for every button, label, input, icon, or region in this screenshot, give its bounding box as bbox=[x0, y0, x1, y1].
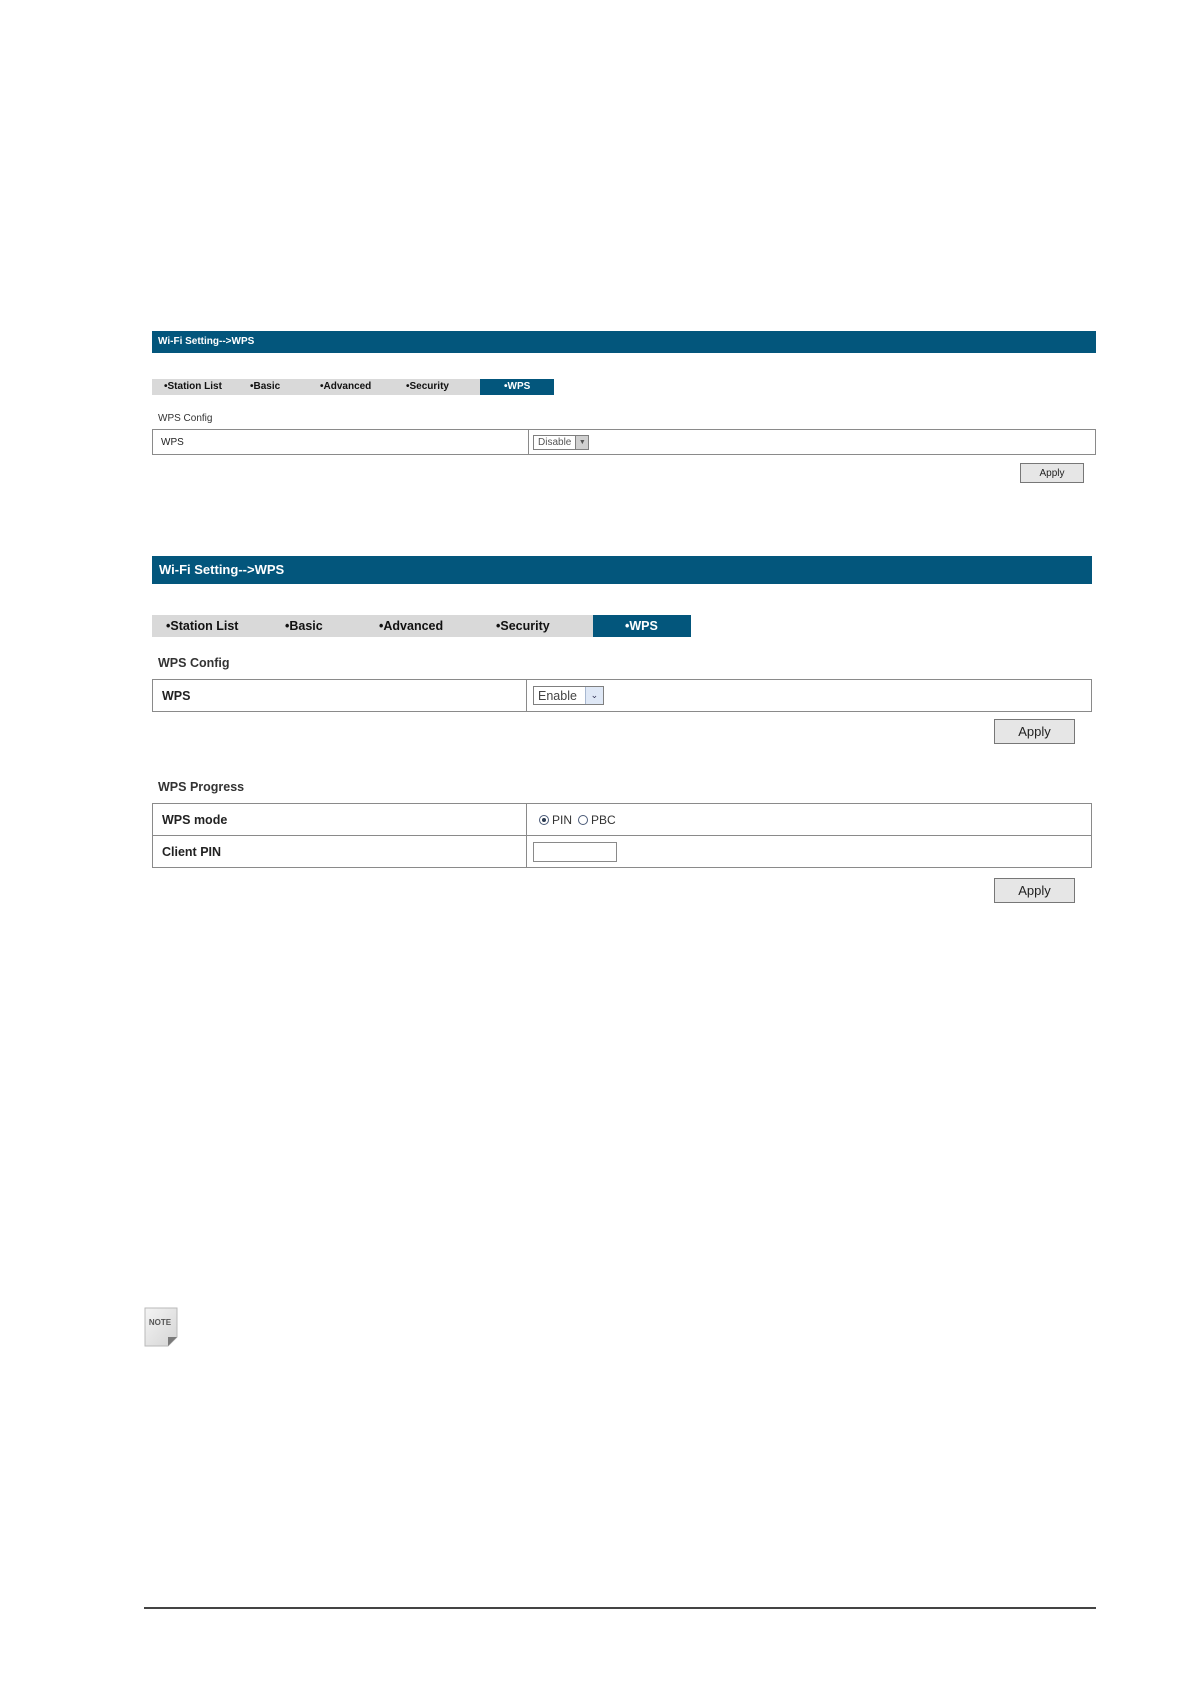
wps-select-value: Disable bbox=[538, 436, 572, 448]
wps-config-table bbox=[152, 429, 1096, 455]
tab-security[interactable]: •Security bbox=[482, 615, 593, 637]
wps-progress-table bbox=[152, 803, 1092, 868]
tab-advanced[interactable]: •Advanced bbox=[308, 379, 394, 395]
page-title: Wi-Fi Setting-->WPS bbox=[152, 556, 1092, 584]
pin-radio[interactable] bbox=[539, 815, 549, 825]
wps-select[interactable] bbox=[533, 435, 589, 450]
tab-basic[interactable]: •Basic bbox=[271, 615, 365, 637]
tab-security[interactable]: •Security bbox=[394, 379, 480, 395]
chevron-down-icon: ⌄ bbox=[585, 687, 603, 704]
wps-select[interactable] bbox=[533, 686, 604, 705]
apply-button[interactable]: Apply bbox=[994, 719, 1075, 744]
table-row bbox=[153, 680, 1092, 712]
footer-divider bbox=[144, 1607, 1096, 1609]
wps-config-table bbox=[152, 679, 1092, 712]
tab-security-advanced[interactable]: •Advanced bbox=[365, 615, 482, 637]
wps-label: WPS bbox=[153, 430, 529, 455]
wps-mode-label: WPS mode bbox=[153, 804, 527, 836]
table-row bbox=[153, 804, 1092, 836]
apply-button-progress[interactable]: Apply bbox=[994, 878, 1075, 903]
apply-button[interactable]: Apply bbox=[1020, 463, 1084, 483]
chevron-down-icon: ▼ bbox=[575, 436, 588, 449]
wps-panel-enabled bbox=[152, 556, 1092, 906]
section-label-wps-config: WPS Config bbox=[158, 413, 213, 424]
client-pin-input[interactable] bbox=[533, 842, 617, 862]
tab-basic[interactable]: •Basic bbox=[238, 379, 308, 395]
client-pin-label: Client PIN bbox=[153, 836, 527, 868]
tab-station-list[interactable]: •Station List bbox=[152, 379, 238, 395]
section-label-wps-progress: WPS Progress bbox=[158, 780, 245, 794]
wps-mode-cell bbox=[527, 804, 1092, 836]
wps-select-value: Enable bbox=[538, 688, 577, 703]
table-row bbox=[153, 430, 1096, 455]
wps-label: WPS bbox=[153, 680, 527, 712]
wps-value-cell bbox=[529, 430, 1096, 455]
pbc-radio[interactable] bbox=[578, 815, 588, 825]
wps-panel-disabled bbox=[152, 331, 1096, 491]
client-pin-cell bbox=[527, 836, 1092, 868]
page-title: Wi-Fi Setting-->WPS bbox=[152, 331, 1096, 353]
section-label-wps-config: WPS Config bbox=[158, 656, 230, 670]
pbc-radio-label: PBC bbox=[591, 812, 616, 827]
tab-bar bbox=[152, 615, 691, 637]
tab-station-list[interactable]: •Station List bbox=[152, 615, 271, 637]
pin-radio-label: PIN bbox=[552, 812, 573, 827]
wps-value-cell bbox=[527, 680, 1092, 712]
note-icon-text: NOTE bbox=[148, 1318, 172, 1327]
table-row bbox=[153, 836, 1092, 868]
tab-wps[interactable]: •WPS bbox=[480, 379, 554, 395]
tab-wps[interactable]: •WPS bbox=[593, 615, 691, 637]
tab-bar bbox=[152, 379, 554, 395]
note-icon bbox=[144, 1307, 178, 1347]
